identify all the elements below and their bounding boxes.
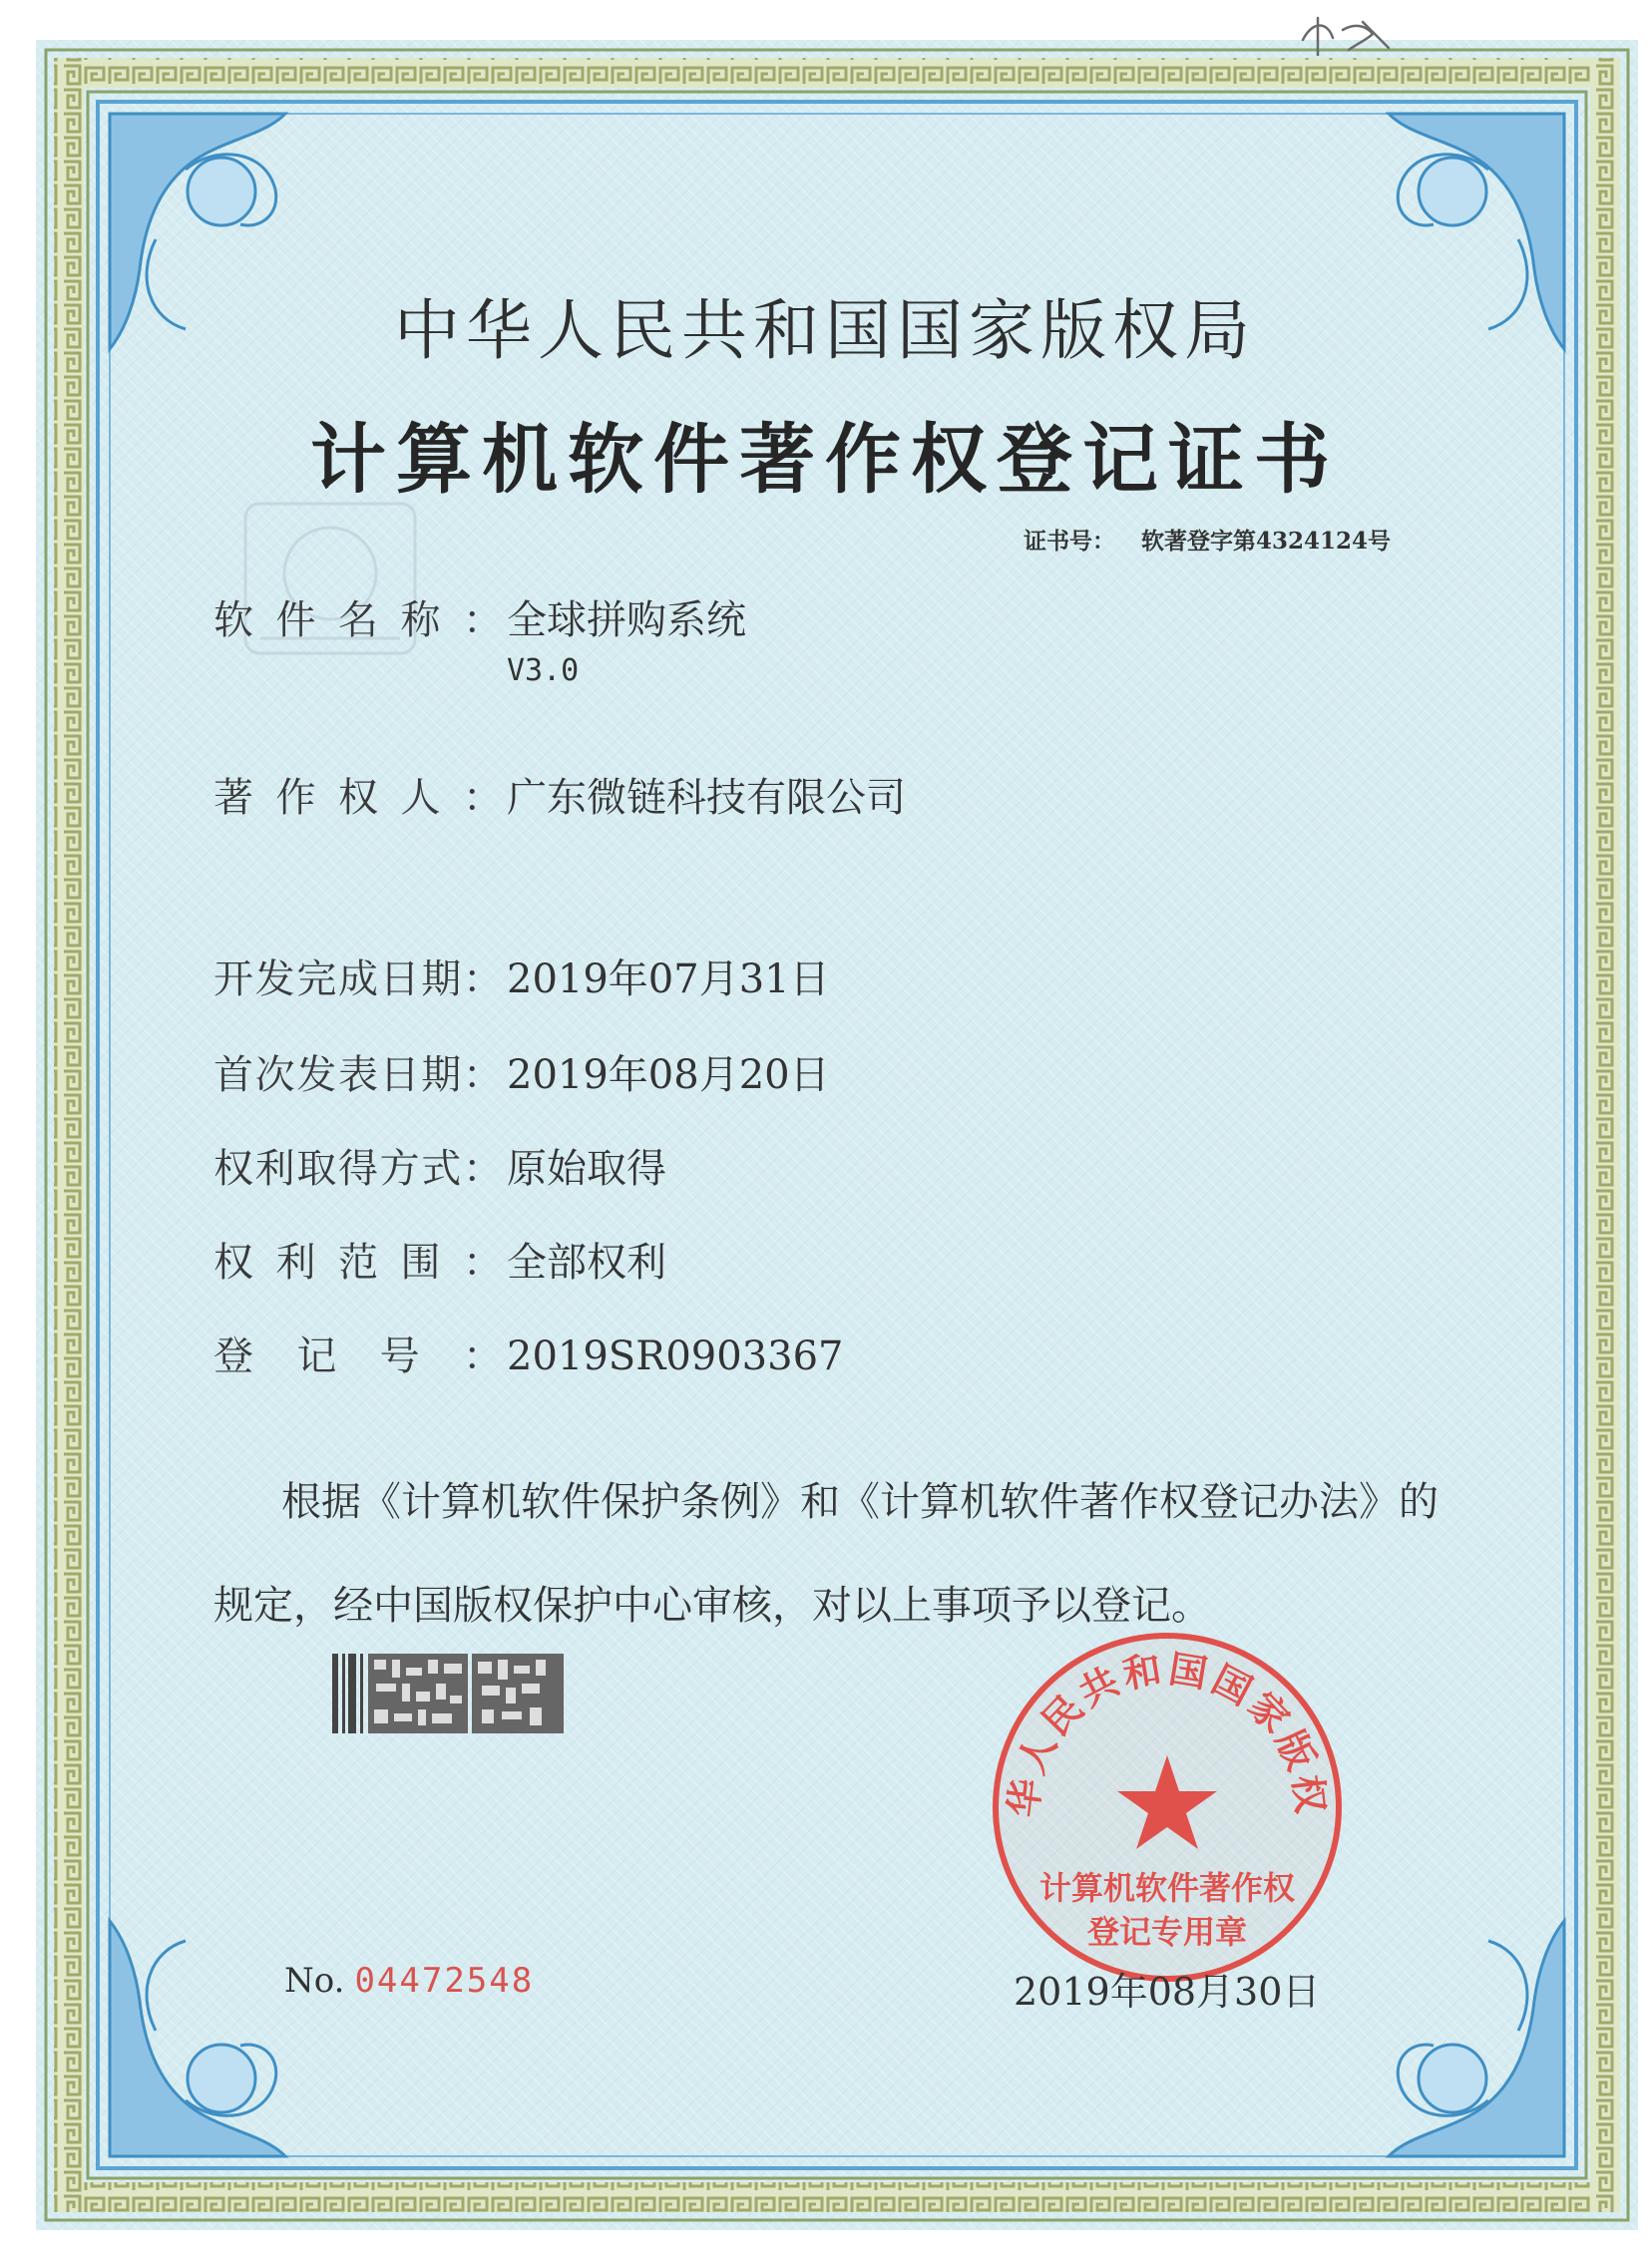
field-label: 首 次 发 表 日 期 ： <box>213 1052 503 1098</box>
completion-date-value: 2019年07月31日 <box>507 956 830 1002</box>
field-rights-scope <box>213 1237 666 1289</box>
issue-date: 2019年08月30日 <box>1014 1970 1321 2014</box>
field-label: 权 利 范 围 ： <box>213 1240 503 1286</box>
statement-line-1: 根据《计算机软件保护条例》和《计算机软件著作权登记办法》的 <box>281 1479 1439 1525</box>
authority-name: 中华人民共和国国家版权局 <box>394 292 1256 369</box>
field-label: 软 件 名 称 ： <box>213 597 503 643</box>
official-seal <box>988 1628 1347 1987</box>
field-label: 开 发 完 成 日 期 ： <box>213 956 503 1002</box>
field-copyright-owner <box>213 772 906 824</box>
rights-scope-value: 全部权利 <box>507 1240 666 1286</box>
seal-ring-text: 华人民共和国国家版权 <box>1001 1647 1334 1820</box>
serial-label: No. <box>284 1961 345 2001</box>
field-label: 登 记 号 ： <box>213 1333 503 1379</box>
copyright-owner-value: 广东微链科技有限公司 <box>507 775 906 821</box>
software-name-value <box>507 594 746 692</box>
certificate-number-label: 证书号： <box>1023 528 1115 555</box>
field-label: 权 利 取 得 方 式 ： <box>213 1146 503 1192</box>
acquisition-method-value: 原始取得 <box>507 1146 666 1192</box>
seal-center-line-1: 计算机软件著作权 <box>1038 1869 1295 1907</box>
field-first-publication-date <box>213 1049 830 1101</box>
first-publication-date-value: 2019年08月20日 <box>507 1052 830 1098</box>
field-label: 著 作 权 人 ： <box>213 775 503 821</box>
handwritten-note <box>1293 10 1403 60</box>
software-version: V3.0 <box>507 653 580 688</box>
field-software-name <box>213 594 746 692</box>
certificate-number-value: 软著登字第4324124号 <box>1140 528 1391 555</box>
field-completion-date <box>213 953 830 1005</box>
registration-statement <box>213 1450 1460 1658</box>
statement-line-2: 规定，经中国版权保护中心审核，对以上事项予以登记。 <box>213 1583 1211 1629</box>
document-title: 计算机软件著作权登记证书 <box>310 415 1340 504</box>
field-acquisition-method <box>213 1143 666 1195</box>
software-name: 全球拼购系统 <box>507 597 746 643</box>
serial-number <box>284 1961 534 2001</box>
barcode-icon <box>332 1654 564 1733</box>
field-registration-number <box>213 1330 843 1382</box>
registration-number-value: 2019SR0903367 <box>507 1333 844 1379</box>
certificate-number <box>1024 523 1391 556</box>
seal-center-line-2: 登记专用章 <box>1086 1913 1247 1951</box>
serial-value: 04472548 <box>354 1961 535 2001</box>
